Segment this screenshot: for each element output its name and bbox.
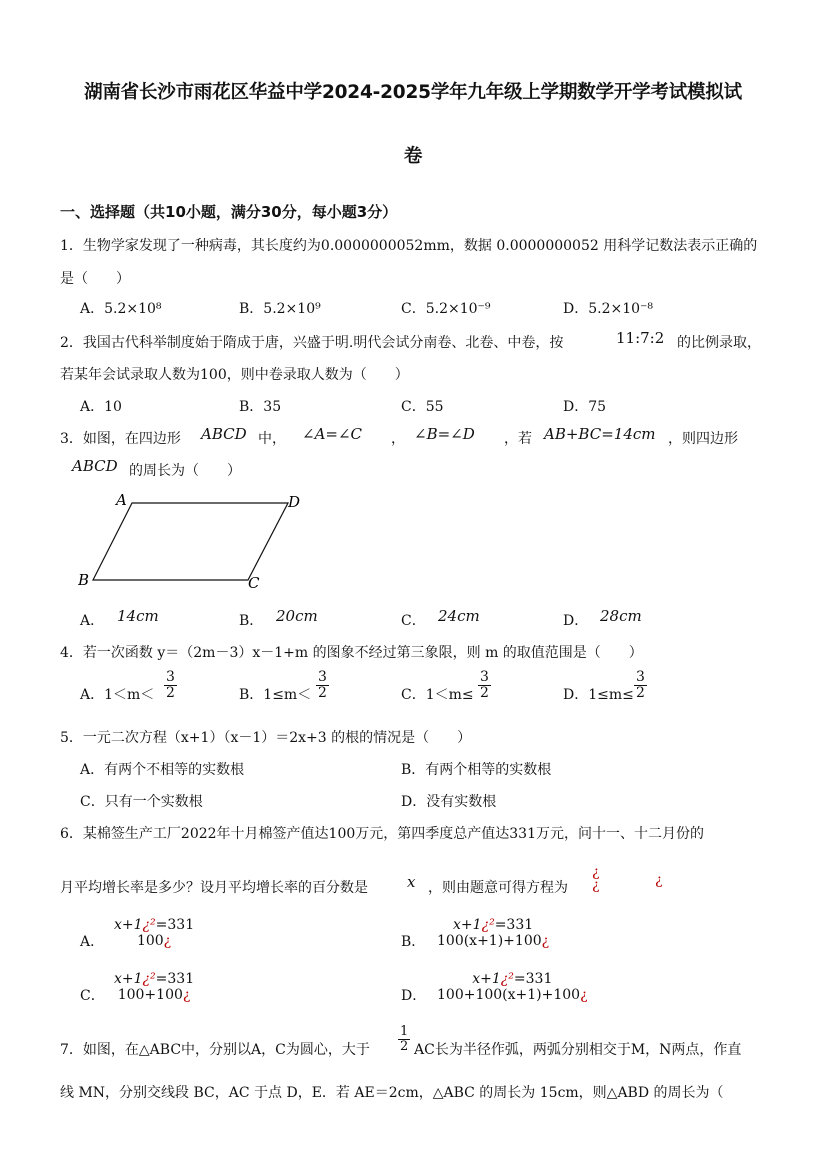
q6-broken-glyph-stack: [592, 866, 600, 892]
q3-math-abcd-2: ABCD: [72, 457, 118, 475]
q2-stem-part-2: 的比例录取，: [677, 335, 761, 351]
q3-math-abcd: ABCD: [201, 425, 247, 443]
fraction-denominator: 2: [480, 685, 489, 702]
eq-square: ¿²: [142, 971, 156, 987]
q3-math-sum: AB+BC=14cm: [544, 425, 656, 443]
vertex-label-d: D: [288, 493, 301, 511]
q4-option-c: C．1＜m≤: [401, 687, 474, 703]
q4-option-d: D．1≤m≤: [563, 687, 634, 703]
fraction-numerator: 3: [636, 669, 645, 685]
q4-stem: 4．若一次函数 y＝（2m－3）x－1+m 的图象不经过第三象限，则 m 的取值范围是（ ）: [60, 645, 643, 661]
eq-rhs: =331: [155, 917, 195, 933]
fraction-denominator: 2: [318, 685, 327, 702]
q6-option-b-label: B．: [401, 934, 426, 950]
eq-broken-glyph: ¿: [580, 987, 588, 1004]
eq-rhs: =331: [494, 917, 534, 933]
q4-option-b-fraction: [316, 670, 329, 702]
q6-option-d-equation: [437, 971, 588, 1003]
eq-square: ¿²: [500, 971, 514, 987]
eq-top: x+1: [453, 917, 482, 933]
q4-option-a-fraction: [164, 670, 177, 702]
q2-stem-part-1: 2．我国古代科举制度始于隋成于唐，兴盛于明.明代会试分南卷、北卷、中卷，按: [60, 335, 564, 351]
eq-rhs: =331: [155, 971, 195, 987]
q3-stem-part-6: 的周长为（ ）: [129, 463, 241, 479]
q5-option-d: D．没有实数根: [401, 794, 497, 810]
q6-option-a-equation: [114, 917, 194, 949]
eq-broken-glyph: ¿: [541, 933, 550, 950]
q3-option-b-value: 20cm: [276, 607, 318, 625]
eq-broken-glyph: ¿: [182, 987, 191, 1004]
q6-option-b-equation: [437, 917, 549, 949]
fraction-denominator: 2: [636, 685, 645, 702]
q3-parallelogram-figure: [78, 488, 308, 593]
eq-bottom: 100+100(x+1)+100: [437, 987, 581, 1004]
vertex-label-a: A: [116, 491, 127, 509]
q6-stem-part-2: ，则由题意可得方程为: [428, 880, 568, 896]
vertex-label-b: B: [78, 571, 90, 589]
parallelogram-shape: [93, 503, 288, 580]
eq-bottom: 100(x+1)+100: [437, 933, 542, 950]
q3-option-d-label: D．: [563, 613, 589, 629]
q7-stem-part-1: 7．如图，在△ABC中，分别以A，C为圆心，大于: [60, 1042, 370, 1058]
eq-broken-glyph: ¿: [163, 933, 172, 950]
q2-stem-line-2: 若某年会试录取人数为100，则中卷录取人数为（ ）: [60, 367, 409, 383]
q5-option-a: A．有两个不相等的实数根: [80, 762, 245, 778]
eq-square: ¿²: [481, 917, 495, 933]
q3-option-a-value: 14cm: [117, 607, 159, 625]
q5-option-b: B．有两个相等的实数根: [401, 762, 552, 778]
eq-bottom: 100+100: [117, 987, 183, 1004]
fraction-numerator: 3: [318, 669, 327, 685]
q7-stem-part-2: AC长为半径作弧，两弧分别相交于M，N两点，作直: [414, 1042, 742, 1058]
q2-option-d: D．75: [563, 399, 607, 415]
fraction-numerator: 3: [166, 669, 175, 685]
q1-stem-line-1: 1．生物学家发现了一种病毒，其长度约为0.0000000052mm，数据 0.0000000052 用科学记数法表示正确的: [60, 238, 758, 254]
q3-stem-part-2: 中，: [258, 431, 286, 447]
q6-broken-glyph-right: ¿: [655, 872, 663, 888]
q5-stem: 5．一元二次方程（x+1）（x－1）＝2x+3 的根的情况是（ ）: [60, 730, 472, 746]
q7-stem-line-2: 线 MN，分别交线段 BC，AC 于点 D，E．若 AE＝2cm，△ABC 的周长为 15cm，则△ABD 的周长为（: [60, 1085, 724, 1101]
eq-rhs: =331: [513, 971, 553, 987]
q6-option-c-label: C．: [80, 988, 105, 1004]
q3-option-d-value: 28cm: [600, 607, 642, 625]
q3-option-b-label: B．: [239, 613, 264, 629]
q6-stem-line-1: 6．某棉签生产工厂2022年十月棉签产值达100万元，第四季度总产值达331万元，问十一、十二月份的: [60, 826, 704, 842]
eq-square: ¿²: [142, 917, 156, 933]
q3-option-a-label: A．: [80, 613, 105, 629]
vertex-label-c: C: [248, 574, 260, 592]
q2-ratio: 11:7:2: [616, 329, 665, 347]
q4-option-d-fraction: [634, 670, 647, 702]
q4-option-a: A．1＜m＜: [80, 687, 155, 703]
fraction-numerator: 3: [480, 669, 489, 685]
q3-stem-part-5: ，则四边形: [668, 431, 738, 447]
q2-option-a: A．10: [80, 399, 122, 415]
q3-stem-part-1: 3．如图，在四边形: [60, 431, 181, 447]
document-title-line-1: 湖南省长沙市雨花区华益中学2024-2025学年九年级上学期数学开学考试模拟试: [84, 82, 742, 103]
q5-option-c: C．只有一个实数根: [80, 794, 203, 810]
q2-option-c: C．55: [401, 399, 444, 415]
section-heading: 一、选择题（共10小题，满分30分，每小题3分）: [60, 203, 398, 221]
q6-variable-x: x: [407, 873, 416, 891]
eq-top: x+1: [114, 971, 143, 987]
broken-glyph-bottom: ¿: [592, 877, 600, 893]
eq-top: x+1: [114, 917, 143, 933]
q6-option-d-label: D．: [401, 988, 427, 1004]
q3-stem-part-3: ，: [391, 431, 405, 447]
q3-math-angle-ac: ∠A=∠C: [302, 425, 363, 443]
q6-option-a-label: A．: [80, 934, 105, 950]
q6-stem-part-1: 月平均增长率是多少？设月平均增长率的百分数是: [60, 880, 368, 896]
fraction-denominator: 2: [166, 685, 175, 702]
q1-option-b: B．5.2×10⁹: [239, 301, 321, 317]
q1-stem-line-2: 是（ ）: [60, 271, 130, 287]
q1-option-a: A．5.2×10⁸: [80, 301, 162, 317]
document-title-line-2: 卷: [403, 146, 423, 167]
q3-math-angle-bd: ∠B=∠D: [414, 425, 475, 443]
q3-option-c-label: C．: [401, 613, 426, 629]
eq-bottom: 100: [136, 933, 164, 950]
q4-option-b: B．1≤m＜: [239, 687, 312, 703]
fraction-numerator: 1: [400, 1024, 409, 1039]
q4-option-c-fraction: [478, 670, 491, 702]
fraction-denominator: 2: [400, 1039, 409, 1055]
q3-option-c-value: 24cm: [438, 607, 480, 625]
q3-stem-part-4: ，若: [504, 431, 532, 447]
q2-option-b: B．35: [239, 399, 282, 415]
q1-option-d: D．5.2×10⁻⁸: [563, 301, 654, 317]
q1-option-c: C．5.2×10⁻⁹: [401, 301, 491, 317]
q7-half-fraction: [398, 1025, 410, 1055]
eq-top: x+1: [472, 971, 501, 987]
q6-option-c-equation: [114, 971, 194, 1003]
broken-glyph-top: ¿: [592, 864, 600, 880]
